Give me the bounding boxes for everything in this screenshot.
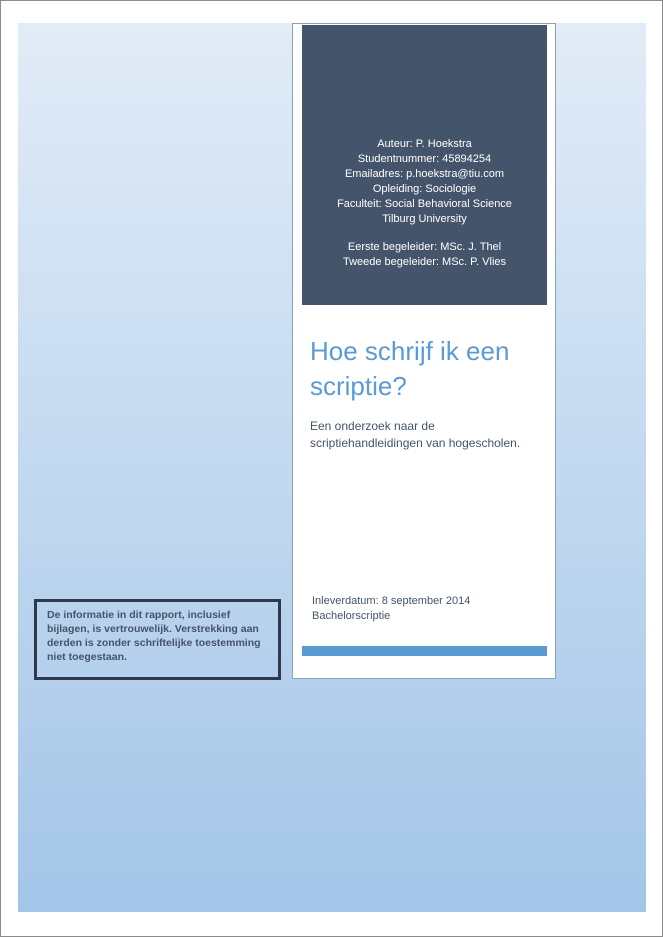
submission-date: Inleverdatum: 8 september 2014 [312,595,471,607]
author-info-block [302,25,547,305]
first-supervisor-line: Eerste begeleider: MSc. J. Thel [347,241,502,253]
confidentiality-notice: De informatie in dit rapport, inclusief bijlagen, is vertrouwelijk. Verstrekking aan derden is zonder schriftelijke toestemming niet toegestaan. [34,599,281,680]
program-line: Opleiding: Sociologie [372,183,477,195]
university-line: Tilburg University [382,213,467,225]
second-supervisor-line: Tweede begeleider: MSc. P. Vlies [342,256,507,268]
document-title: Hoe schrijf ik een scriptie? [310,336,510,401]
author-line: Auteur: P. Hoekstra [377,138,472,150]
faculty-line: Faculteit: Social Behavioral Science [337,198,512,210]
document-type: Bachelorscriptie [312,610,391,622]
student-number-line: Studentnummer: 45894254 [357,153,492,165]
email-line: Emailadres: p.hoekstra@tiu.com [344,168,505,180]
document-subtitle: Een onderzoek naar de scriptiehandleidingen van hogescholen. [310,419,521,450]
accent-bar [302,646,547,656]
spacer [302,227,547,240]
footer-info [312,594,546,624]
